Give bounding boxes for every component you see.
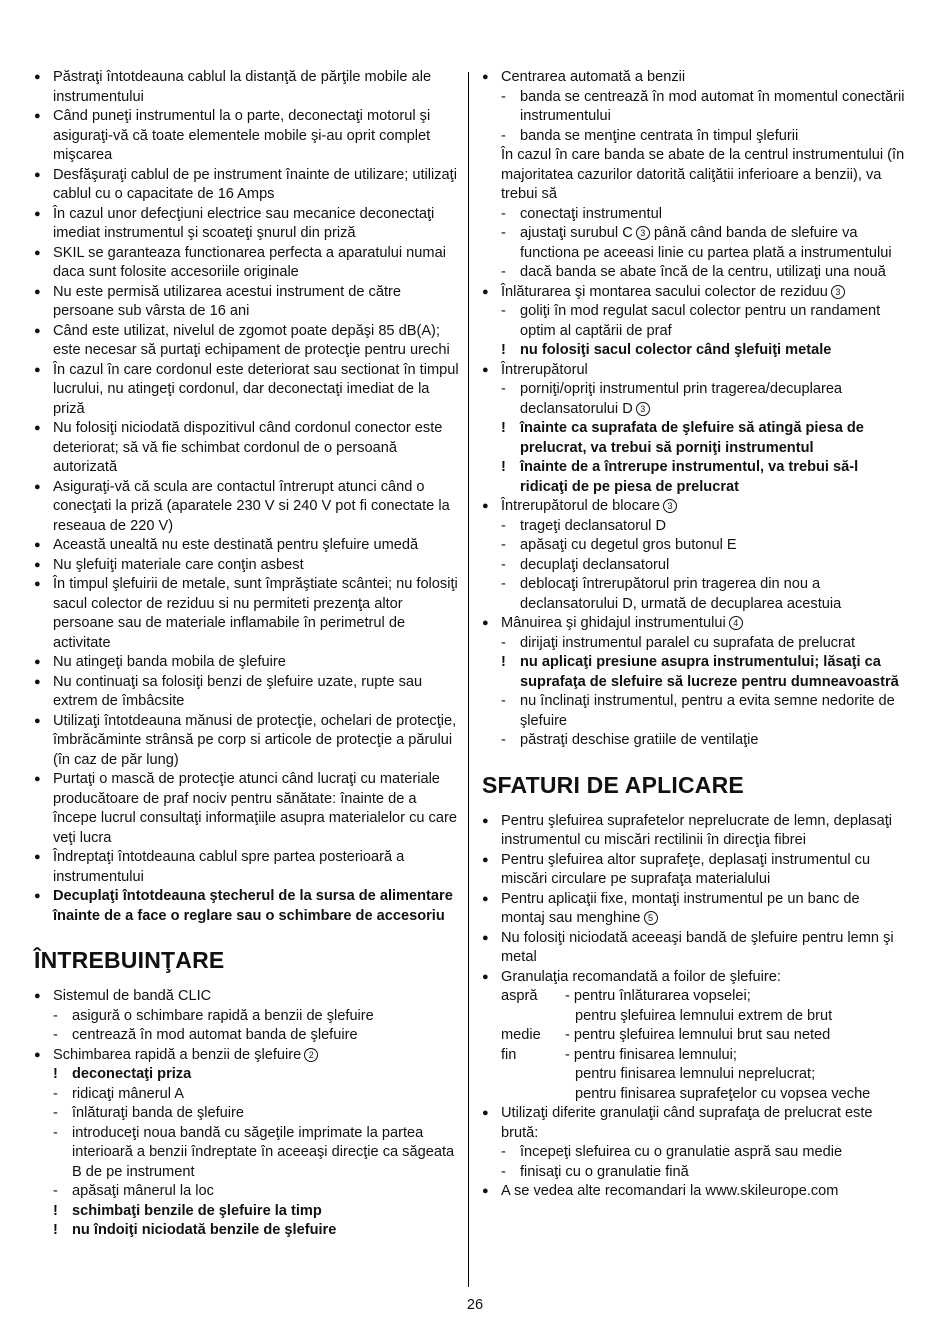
dash-item: - începeţi slefuirea cu o granulatie aspră sau medie <box>482 1143 907 1163</box>
grit-label: fin <box>501 1046 517 1063</box>
figure-ref: 4 <box>729 616 743 630</box>
dash-item: - banda se centrează în mod automat în momentul conectării instrumentului <box>482 88 907 127</box>
safety-item: ● În timpul şlefuirii de metale, sunt împrăştiate scântei; nu folosiţi sacul colector de reziduu si nu permiteti prezenţa altor persoane sau de materiale inflamabile în perimetrul de activitate <box>34 575 459 653</box>
safety-item: ● Nu este permisă utilizarea acestui instrument de către persoane sub vârsta de 16 ani <box>34 283 459 322</box>
dash-item: - porniţi/opriţi instrumentul prin tragerea/decuplarea declansatorului D 3 <box>482 380 907 419</box>
safety-item: ● Păstraţi întotdeauna cablul la distanţă de părţile mobile ale instrumentului <box>34 68 459 107</box>
figure-ref: 2 <box>304 1048 318 1062</box>
warning-item: ! nu îndoiţi niciodată benzile de şlefuire <box>34 1221 459 1241</box>
warning-item: ! deconectaţi priza <box>34 1065 459 1085</box>
safety-item: ● Nu atingeţi banda mobila de şlefuire <box>34 653 459 673</box>
tip-item: ● Nu folosiţi niciodată aceeaşi bandă de şlefuire pentru lemn şi metal <box>482 929 907 968</box>
lock-title: ● Întrerupătorul de blocare 3 <box>482 497 907 517</box>
grit-label: medie <box>501 1027 541 1043</box>
tip-item: ● Pentru şlefuirea altor suprafeţe, deplasaţi instrumentul cu miscări circulare pe suprafaţa materialului <box>482 851 907 890</box>
warning-item: ! schimbaţi benzile de şlefuire la timp <box>34 1202 459 1222</box>
safety-item: ● Când puneţi instrumentul la o parte, deconectaţi motorul şi asiguraţi-vă că toate elementele mobile şi-au oprit complet mişcarea <box>34 107 459 166</box>
tip-item: ● A se vedea alte recomandari la www.skileurope.com <box>482 1182 907 1202</box>
grit-desc: - pentru şlefuirea lemnului brut sau neted <box>565 1027 831 1043</box>
dash-item: - decuplaţi declansatorul <box>482 556 907 576</box>
dash-item: - deblocaţi întrerupătorul prin tragerea din nou a declansatorului D, urmată de decuplarea acestuia <box>482 575 907 614</box>
handle-title: ● Mânuirea şi ghidajul instrumentului 4 <box>482 614 907 634</box>
grit-desc: pentru şlefuirea lemnului extrem de brut <box>575 1007 833 1024</box>
figure-ref: 3 <box>636 402 650 416</box>
safety-item: ● Desfăşuraţi cablul de pe instrument înainte de utilizare; utilizaţi cablul cu o capacitate de 16 Amps <box>34 166 459 205</box>
warning-item: ! nu folosiţi sacul colector când şlefuiţi metale <box>482 341 907 361</box>
safety-item: ● Asiguraţi-vă că scula are contactul întrerupt atunci când o conecţati la priză (aparatele 230 V si 240 V pot fi conectate la reseaua de 220 V) <box>34 478 459 537</box>
safety-item: ● Nu continuaţi sa folosiţi benzi de şlefuire uzate, rupte sau extrem de îmbâcsite <box>34 673 459 712</box>
dash-item: - dacă banda se abate încă de la centru, utilizaţi una nouă <box>482 263 907 283</box>
warning-item: ! înainte ca suprafata de şlefuire să atingă piesa de prelucrat, va trebui să porniţi instrumentul <box>482 419 907 458</box>
dash-item: - apăsaţi mânerul la loc <box>34 1182 459 1202</box>
tip-item: ● Utilizaţi diferite granulaţii când suprafaţa de prelucrat este brută: <box>482 1104 907 1143</box>
safety-item: ● Îndreptaţi întotdeauna cablul spre partea posterioară a instrumentului <box>34 848 459 887</box>
center-paragraph: În cazul în care banda se abate de la centrul instrumentului (în majoritatea cazurilor datorită caliţătii inferioare a benzii), va trebui să <box>501 147 905 202</box>
safety-item: ● Nu şlefuiţi materiale care conţin asbest <box>34 556 459 576</box>
dash-item: - introduceţi noua bandă cu săgeţile imprimate la partea interioară a benzii îndreptate în aceeaşi direcţie ca săgeata B de pe instrument <box>34 1124 459 1183</box>
dash-item: - dirijaţi instrumentul paralel cu suprafata de prelucrat <box>482 634 907 654</box>
safety-item: ● SKIL se garanteaza functionarea perfecta a aparatului numai daca sunt folosite accesoriile originale <box>34 244 459 283</box>
dash-item: - finisaţi cu o granulatie fină <box>482 1163 907 1183</box>
dash-item: - centrează în mod automat banda de şlefuire <box>34 1026 459 1046</box>
dash-item: - înlăturaţi banda de şlefuire <box>34 1104 459 1124</box>
figure-ref: 3 <box>831 285 845 299</box>
tip-item: ● Pentru aplicaţii fixe, montaţi instrumentul pe un banc de montaj sau menghine 5 <box>482 890 907 929</box>
grit-desc: pentru finisarea suprafeţelor cu vopsea veche <box>575 1085 871 1102</box>
dash-item: - banda se menţine centrata în timpul şlefurii <box>482 127 907 147</box>
dash-item: - nu înclinaţi instrumentul, pentru a evita semne nedorite de şlefuire <box>482 692 907 731</box>
safety-item: ● Când este utilizat, nivelul de zgomot poate depăşi 85 dB(A); este necesar să purtaţi echipament de protecţie pentru urechi <box>34 322 459 361</box>
grit-label: aspră <box>501 988 538 1004</box>
safety-item: ● În cazul unor defecţiuni electrice sau mecanice deconectaţi imediat instrumentul şi scoateţi şnurul din priză <box>34 205 459 244</box>
right-column <box>482 68 907 1202</box>
safety-item: ● În cazul în care cordonul este deteriorat sau sectionat în timpul lucrului, nu atingeţi cordonul, dar deconectaţi imediat de la priză <box>34 361 459 420</box>
dash-item: - ridicaţi mânerul A <box>34 1085 459 1105</box>
section-heading-tips: SFATURI DE APLICARE <box>482 771 744 798</box>
dash-item: - păstraţi deschise gratiile de ventilaţie <box>482 731 907 751</box>
safety-bold-item: ● Decuplaţi întotdeauna ştecherul de la sursa de alimentare înainte de a face o reglare sau o schimbare de accesoriu <box>34 887 459 926</box>
grit-desc: pentru finisarea lemnului neprelucrat; <box>575 1066 816 1082</box>
safety-item: ● Nu folosiţi niciodată dispozitivul când cordonul conector este deteriorat; să vă fie schimbat cordonul de o persoană autorizată <box>34 419 459 478</box>
figure-ref: 3 <box>636 226 650 240</box>
tip-item: ● Pentru şlefuirea suprafetelor neprelucrate de lemn, deplasaţi instrumentul cu miscări rectilinii în direcţia fibrei <box>482 812 907 851</box>
page-number: 26 <box>466 1297 484 1313</box>
warning-item: ! nu aplicaţi presiune asupra instrumentului; lăsaţi ca suprafaţa de slefuire să lucreze pentru dumneavoastră <box>482 653 907 692</box>
change-title: ● Schimbarea rapidă a benzii de şlefuire 2 <box>34 1046 459 1066</box>
dash-item: - trageţi declansatorul D <box>482 517 907 537</box>
safety-item: ● Utilizaţi întotdeauna mănusi de protecţie, ochelari de protecţie, îmbrăcăminte strânsă pe corp si articole de protecţie a părului (în caz de păr lung) <box>34 712 459 771</box>
grit-desc: - pentru finisarea lemnului; <box>565 1046 737 1063</box>
dash-item: - apăsaţi cu degetul gros butonul E <box>482 536 907 556</box>
dash-item: - asigură o schimbare rapidă a benzii de şlefuire <box>34 1007 459 1027</box>
grit-table <box>482 987 907 1104</box>
center-title: ● Centrarea automată a benzii <box>482 68 907 88</box>
column-divider <box>468 72 469 1287</box>
grit-desc: - pentru înlăturarea vopselei; <box>565 988 751 1004</box>
dust-title: ● Înlăturarea şi montarea sacului colector de reziduu 3 <box>482 283 907 303</box>
dash-item: - goliţi în mod regulat sacul colector pentru un randament optim al captării de praf <box>482 302 907 341</box>
switch-title: ● Întrerupătorul <box>482 361 907 381</box>
safety-list <box>34 68 459 887</box>
safety-item: ● Această unealtă nu este destinată pentru şlefuire umedă <box>34 536 459 556</box>
safety-item: ● Purtaţi o mască de protecţie atunci când lucraţi cu materiale producătoare de praf nociv pentru sănătate: înainte de a începe lucrul consultaţi informaţiile asupra materialelor cu care veţi lucra <box>34 770 459 848</box>
section-heading-usage: ÎNTREBUINŢARE <box>34 947 225 973</box>
warning-item: ! înainte de a întrerupe instrumentul, va trebui să-l ridicaţi de pe piesa de prelucrat <box>482 458 907 497</box>
dash-item: - conectaţi instrumentul <box>482 205 907 225</box>
dash-item: - ajustaţi surubul C 3 până când banda de slefuire va functiona pe aceeasi linie cu partea plată a instrumentului <box>482 224 907 263</box>
left-column <box>34 68 459 1241</box>
figure-ref: 3 <box>663 499 677 513</box>
grit-title: ● Granulaţia recomandată a foilor de şlefuire: <box>482 968 907 988</box>
figure-ref: 5 <box>644 911 658 925</box>
clic-title: ● Sistemul de bandă CLIC <box>34 987 459 1007</box>
